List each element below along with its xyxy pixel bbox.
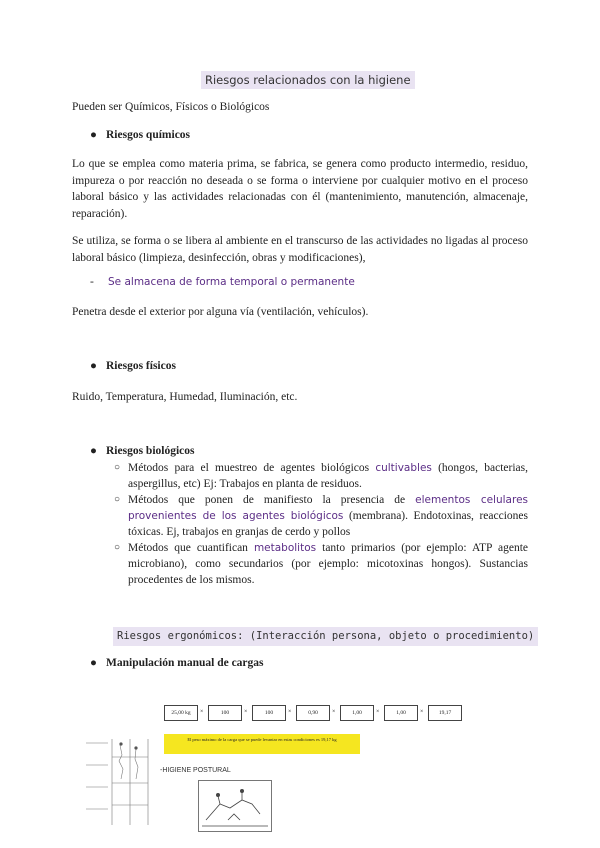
- bio-item-2: [114, 492, 528, 540]
- page-title: Riesgos relacionados con la higiene: [201, 71, 415, 89]
- calc-cell: 1,00: [384, 705, 418, 721]
- bio-item-3-post: tanto primarios (por ejemplo: ATP agente microbiano), como secundarios (por ejemplo: micotoxinas hongos). Sustancias procedentes de los mismos.: [128, 542, 528, 586]
- calc-cell: 100: [208, 705, 242, 721]
- heading-cargas: Manipulación manual de cargas: [106, 657, 264, 669]
- bio-item-2-post: (membrana). Endotoxinas, reacciones tóxicas. Ej, trabajos en granjas de cerdo y pollos: [128, 510, 528, 538]
- calc-operator: ×: [200, 709, 204, 715]
- heading-fisicos: Riesgos físicos: [106, 360, 176, 372]
- bio-item-1: [114, 460, 528, 492]
- calc-cell: 1,00: [340, 705, 374, 721]
- bullet-icon: ●: [90, 445, 97, 457]
- bio-item-1-pre: Métodos para el muestreo de agentes biológicos: [128, 462, 376, 474]
- calc-row: [164, 705, 504, 725]
- calc-operator: ×: [288, 709, 292, 715]
- bio-item-2-pre: Métodos que ponen de manifiesto la presencia de: [128, 494, 416, 506]
- quimicos-paragraph-1: Lo que se emplea como materia prima, se fabrica, se genera como producto intermedio, residuo, impureza o por reacción no deseada o se forma o interviene por cualquier motivo en el proceso laboral básico y las actividades relacionadas con él (mantenimiento, manutención, almacenaje, reparación).: [72, 158, 528, 220]
- quimicos-paragraph-2: Se utiliza, se forma o se libera al ambiente en el transcurso de las actividades no ligadas al proceso laboral básico (limpieza, desinfección, obras y modificaciones),: [72, 235, 528, 264]
- heading-quimicos: Riesgos químicos: [106, 129, 191, 141]
- dash-item: [90, 276, 355, 288]
- bullet-cargas: [90, 657, 264, 669]
- dash-item-text: Se almacena de forma temporal o permanente: [108, 276, 355, 288]
- calc-cell: 100: [252, 705, 286, 721]
- circle-bullet-icon: ○: [114, 462, 121, 473]
- dash-marker: -: [90, 276, 94, 288]
- bullet-quimicos: [90, 129, 190, 141]
- posture-chart-sketch: [86, 735, 156, 831]
- calc-operator: ×: [244, 709, 248, 715]
- bio-item-3: [114, 540, 528, 588]
- posture-illustration: [198, 780, 272, 832]
- calc-operator: ×: [376, 709, 380, 715]
- bullet-icon: ●: [90, 129, 97, 141]
- result-box: El peso máximo de la carga que se puede levantar en estas condiciones es 19,17 kg: [164, 734, 360, 754]
- bio-item-1-post: (hongos, bacterias, aspergillus, etc) Ej: Trabajos en planta de residuos.: [128, 462, 528, 490]
- bio-item-3-highlight: metabolitos: [253, 542, 317, 554]
- bullet-fisicos: [90, 360, 176, 372]
- circle-bullet-icon: ○: [114, 494, 121, 505]
- quimicos-paragraph-3: Penetra desde el exterior por alguna vía (ventilación, vehículos).: [72, 306, 369, 318]
- bullet-icon: ●: [90, 360, 97, 372]
- bullet-biologicos: [90, 445, 195, 457]
- higiene-postural-label: -HIGIENE POSTURAL: [160, 767, 231, 774]
- calc-operator: ×: [420, 709, 424, 715]
- circle-bullet-icon: ○: [114, 542, 121, 553]
- calc-operator: ×: [332, 709, 336, 715]
- heading-biologicos: Riesgos biológicos: [106, 445, 195, 457]
- bio-item-1-highlight: cultivables: [375, 462, 432, 474]
- fisicos-paragraph: Ruido, Temperatura, Humedad, Iluminación, etc.: [72, 391, 298, 403]
- calc-cell: 0,90: [296, 705, 330, 721]
- calc-cell: 25,00 kg: [164, 705, 198, 721]
- calc-cell: 19,17: [428, 705, 462, 721]
- intro-text: Pueden ser Químicos, Físicos o Biológicos: [72, 101, 270, 113]
- bullet-icon: ●: [90, 657, 97, 669]
- bio-item-3-pre: Métodos que cuantifican: [128, 542, 254, 554]
- ergonomicos-title: Riesgos ergonómicos: (Interacción persona, objeto o procedimiento): [113, 627, 538, 646]
- bio-item-2-highlight: elementos celulares provenientes de los agentes biológicos: [128, 494, 528, 522]
